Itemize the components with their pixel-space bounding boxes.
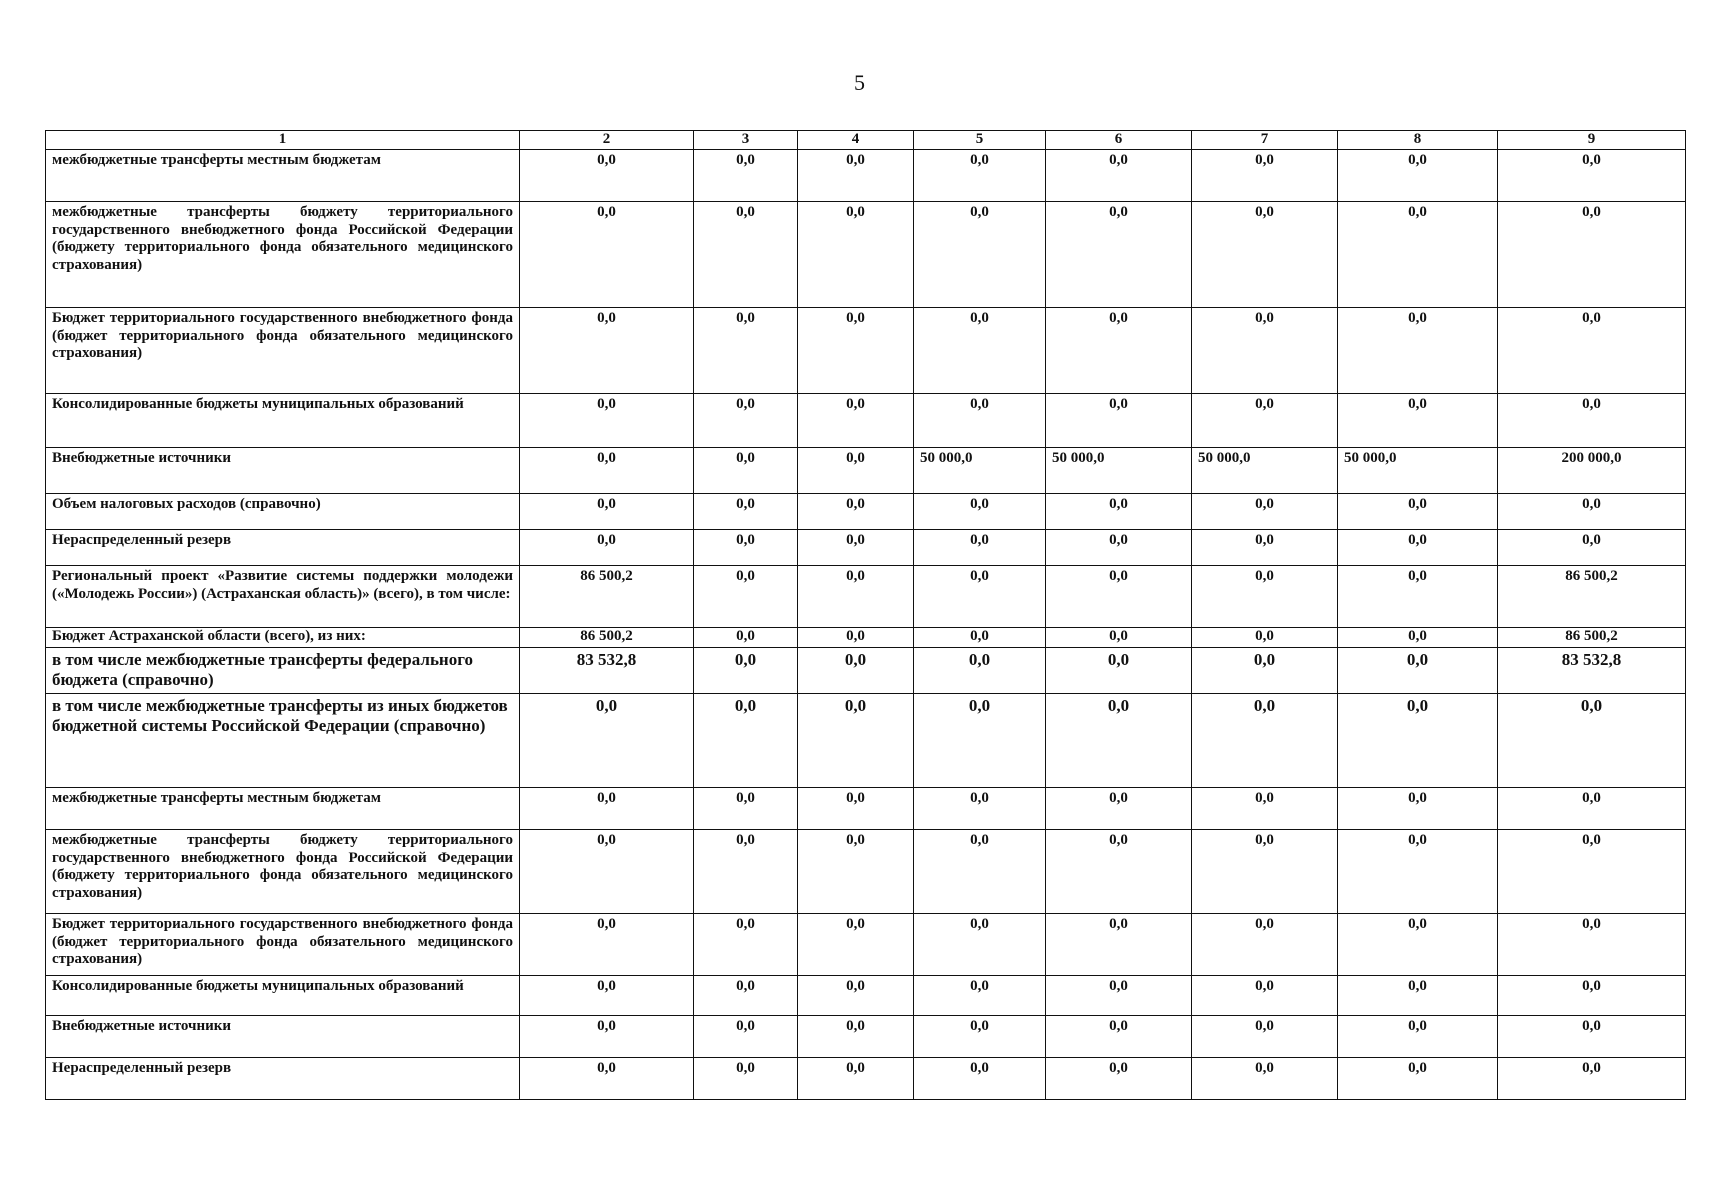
cell-value: 0,0	[798, 308, 914, 394]
cell-value: 0,0	[1192, 494, 1338, 530]
cell-value: 0,0	[1338, 308, 1498, 394]
cell-value: 0,0	[914, 308, 1046, 394]
cell-value: 0,0	[914, 394, 1046, 448]
cell-value: 0,0	[914, 1058, 1046, 1100]
cell-value: 0,0	[1338, 494, 1498, 530]
cell-value: 0,0	[1498, 150, 1686, 202]
cell-value: 0,0	[1498, 830, 1686, 914]
cell-value: 83 532,8	[520, 648, 694, 694]
cell-value: 0,0	[1338, 628, 1498, 648]
cell-value: 0,0	[694, 566, 798, 628]
cell-value: 0,0	[520, 694, 694, 788]
cell-value: 86 500,2	[1498, 566, 1686, 628]
cell-value: 0,0	[1046, 1016, 1192, 1058]
cell-value: 0,0	[1192, 1016, 1338, 1058]
cell-value: 0,0	[1498, 788, 1686, 830]
row-label: межбюджетные трансферты бюджету территориального государственного внебюджетного фонда Российской Федерации (бюджету территориального фонда обязательного медицинского страхования)	[46, 830, 520, 914]
cell-value: 0,0	[694, 914, 798, 976]
row-label: Внебюджетные источники	[46, 448, 520, 494]
cell-value: 0,0	[798, 694, 914, 788]
cell-value: 0,0	[798, 530, 914, 566]
row-label: Региональный проект «Развитие системы поддержки молодежи («Молодежь России») (Астраханская область)» (всего), в том числе:	[46, 566, 520, 628]
row-label: Консолидированные бюджеты муниципальных образований	[46, 976, 520, 1016]
cell-value: 0,0	[694, 830, 798, 914]
table-row	[46, 1016, 1686, 1058]
cell-value: 0,0	[914, 694, 1046, 788]
cell-value: 0,0	[1046, 976, 1192, 1016]
table-header-row	[46, 131, 1686, 150]
table-row	[46, 494, 1686, 530]
cell-value: 0,0	[914, 494, 1046, 530]
column-header: 3	[694, 131, 798, 150]
cell-value: 0,0	[798, 914, 914, 976]
cell-value: 0,0	[1046, 1058, 1192, 1100]
cell-value: 0,0	[520, 150, 694, 202]
cell-value: 0,0	[1046, 530, 1192, 566]
cell-value: 0,0	[914, 788, 1046, 830]
row-label: в том числе межбюджетные трансферты из иных бюджетов бюджетной системы Российской Федерации (справочно)	[46, 694, 520, 788]
cell-value: 0,0	[1338, 648, 1498, 694]
cell-value: 0,0	[694, 494, 798, 530]
cell-value: 0,0	[798, 648, 914, 694]
cell-value: 0,0	[798, 830, 914, 914]
cell-value: 0,0	[914, 648, 1046, 694]
row-label: Бюджет Астраханской области (всего), из них:	[46, 628, 520, 648]
cell-value: 0,0	[1192, 150, 1338, 202]
row-label: Бюджет территориального государственного внебюджетного фонда (бюджет территориального фонда обязательного медицинского страхования)	[46, 914, 520, 976]
cell-value: 0,0	[798, 202, 914, 308]
cell-value: 0,0	[1498, 494, 1686, 530]
row-label: Бюджет территориального государственного внебюджетного фонда (бюджет территориального фонда обязательного медицинского страхования)	[46, 308, 520, 394]
cell-value: 0,0	[1046, 830, 1192, 914]
row-label: Нераспределенный резерв	[46, 530, 520, 566]
cell-value: 0,0	[914, 566, 1046, 628]
row-label: Консолидированные бюджеты муниципальных образований	[46, 394, 520, 448]
cell-value: 0,0	[1046, 648, 1192, 694]
cell-value: 0,0	[694, 1058, 798, 1100]
cell-value: 0,0	[798, 1016, 914, 1058]
table-row	[46, 150, 1686, 202]
table-row	[46, 628, 1686, 648]
cell-value: 0,0	[1046, 394, 1192, 448]
table-row	[46, 914, 1686, 976]
column-header: 9	[1498, 131, 1686, 150]
cell-value: 0,0	[1192, 566, 1338, 628]
cell-value: 0,0	[798, 150, 914, 202]
cell-value: 0,0	[1192, 976, 1338, 1016]
cell-value: 0,0	[1192, 394, 1338, 448]
cell-value: 0,0	[694, 1016, 798, 1058]
column-header: 1	[46, 131, 520, 150]
cell-value: 0,0	[1498, 1016, 1686, 1058]
cell-value: 0,0	[1192, 628, 1338, 648]
table-row	[46, 648, 1686, 694]
row-label: межбюджетные трансферты местным бюджетам	[46, 788, 520, 830]
cell-value: 0,0	[914, 202, 1046, 308]
column-header: 2	[520, 131, 694, 150]
cell-value: 83 532,8	[1498, 648, 1686, 694]
cell-value: 0,0	[798, 566, 914, 628]
cell-value: 0,0	[1046, 566, 1192, 628]
cell-value: 0,0	[798, 788, 914, 830]
cell-value: 50 000,0	[1338, 448, 1498, 494]
cell-value: 0,0	[914, 628, 1046, 648]
cell-value: 0,0	[1192, 694, 1338, 788]
cell-value: 0,0	[694, 648, 798, 694]
cell-value: 0,0	[1192, 788, 1338, 830]
cell-value: 0,0	[1498, 530, 1686, 566]
cell-value: 0,0	[520, 394, 694, 448]
row-label: межбюджетные трансферты местным бюджетам	[46, 150, 520, 202]
cell-value: 0,0	[1498, 914, 1686, 976]
cell-value: 0,0	[914, 530, 1046, 566]
cell-value: 86 500,2	[520, 628, 694, 648]
row-label: Внебюджетные источники	[46, 1016, 520, 1058]
cell-value: 0,0	[1046, 308, 1192, 394]
cell-value: 0,0	[1046, 494, 1192, 530]
cell-value: 0,0	[1338, 394, 1498, 448]
cell-value: 0,0	[1498, 394, 1686, 448]
cell-value: 0,0	[694, 628, 798, 648]
column-header: 8	[1338, 131, 1498, 150]
cell-value: 0,0	[520, 530, 694, 566]
cell-value: 0,0	[1338, 914, 1498, 976]
cell-value: 0,0	[520, 830, 694, 914]
table-row	[46, 1058, 1686, 1100]
cell-value: 0,0	[1498, 1058, 1686, 1100]
row-label: в том числе межбюджетные трансферты федерального бюджета (справочно)	[46, 648, 520, 694]
cell-value: 0,0	[914, 830, 1046, 914]
row-label: межбюджетные трансферты бюджету территориального государственного внебюджетного фонда Российской Федерации (бюджету территориального фонда обязательного медицинского страхования)	[46, 202, 520, 308]
cell-value: 0,0	[694, 150, 798, 202]
cell-value: 0,0	[1046, 628, 1192, 648]
cell-value: 0,0	[1338, 150, 1498, 202]
cell-value: 0,0	[1192, 830, 1338, 914]
cell-value: 86 500,2	[520, 566, 694, 628]
cell-value: 0,0	[1338, 202, 1498, 308]
cell-value: 0,0	[1498, 202, 1686, 308]
cell-value: 0,0	[798, 1058, 914, 1100]
table-row	[46, 448, 1686, 494]
cell-value: 0,0	[914, 914, 1046, 976]
cell-value: 0,0	[694, 530, 798, 566]
cell-value: 0,0	[1338, 694, 1498, 788]
cell-value: 0,0	[520, 448, 694, 494]
cell-value: 0,0	[798, 494, 914, 530]
cell-value: 86 500,2	[1498, 628, 1686, 648]
cell-value: 0,0	[1046, 202, 1192, 308]
cell-value: 0,0	[520, 1058, 694, 1100]
cell-value: 0,0	[694, 976, 798, 1016]
table-row	[46, 530, 1686, 566]
cell-value: 0,0	[1338, 830, 1498, 914]
cell-value: 0,0	[1192, 308, 1338, 394]
cell-value: 0,0	[520, 976, 694, 1016]
cell-value: 0,0	[798, 628, 914, 648]
cell-value: 0,0	[694, 308, 798, 394]
column-header: 7	[1192, 131, 1338, 150]
column-header: 4	[798, 131, 914, 150]
cell-value: 0,0	[1046, 150, 1192, 202]
table-row	[46, 566, 1686, 628]
cell-value: 0,0	[1192, 648, 1338, 694]
cell-value: 0,0	[1498, 976, 1686, 1016]
cell-value: 0,0	[520, 202, 694, 308]
cell-value: 0,0	[694, 394, 798, 448]
cell-value: 0,0	[1192, 202, 1338, 308]
cell-value: 0,0	[1338, 976, 1498, 1016]
cell-value: 0,0	[520, 914, 694, 976]
cell-value: 0,0	[914, 976, 1046, 1016]
table-row	[46, 394, 1686, 448]
cell-value: 0,0	[694, 448, 798, 494]
table-row	[46, 202, 1686, 308]
cell-value: 0,0	[1192, 1058, 1338, 1100]
cell-value: 0,0	[914, 1016, 1046, 1058]
cell-value: 0,0	[694, 694, 798, 788]
cell-value: 50 000,0	[914, 448, 1046, 494]
table-row	[46, 976, 1686, 1016]
cell-value: 0,0	[1498, 308, 1686, 394]
cell-value: 0,0	[520, 494, 694, 530]
cell-value: 0,0	[520, 308, 694, 394]
cell-value: 0,0	[1046, 914, 1192, 976]
cell-value: 0,0	[1338, 1016, 1498, 1058]
cell-value: 200 000,0	[1498, 448, 1686, 494]
cell-value: 0,0	[1338, 1058, 1498, 1100]
cell-value: 0,0	[798, 394, 914, 448]
cell-value: 0,0	[798, 976, 914, 1016]
cell-value: 0,0	[520, 1016, 694, 1058]
cell-value: 50 000,0	[1046, 448, 1192, 494]
cell-value: 0,0	[1498, 694, 1686, 788]
cell-value: 0,0	[694, 788, 798, 830]
column-header: 5	[914, 131, 1046, 150]
cell-value: 0,0	[1046, 788, 1192, 830]
budget-table	[45, 130, 1686, 1100]
row-label: Объем налоговых расходов (справочно)	[46, 494, 520, 530]
table-row	[46, 694, 1686, 788]
cell-value: 0,0	[914, 150, 1046, 202]
table-row	[46, 308, 1686, 394]
cell-value: 0,0	[1192, 914, 1338, 976]
table-row	[46, 830, 1686, 914]
cell-value: 0,0	[1192, 530, 1338, 566]
cell-value: 0,0	[1338, 566, 1498, 628]
cell-value: 0,0	[520, 788, 694, 830]
cell-value: 50 000,0	[1192, 448, 1338, 494]
cell-value: 0,0	[1046, 694, 1192, 788]
cell-value: 0,0	[1338, 788, 1498, 830]
cell-value: 0,0	[1338, 530, 1498, 566]
row-label: Нераспределенный резерв	[46, 1058, 520, 1100]
cell-value: 0,0	[798, 448, 914, 494]
page-number: 5	[854, 70, 865, 95]
column-header: 6	[1046, 131, 1192, 150]
cell-value: 0,0	[694, 202, 798, 308]
table-row	[46, 788, 1686, 830]
